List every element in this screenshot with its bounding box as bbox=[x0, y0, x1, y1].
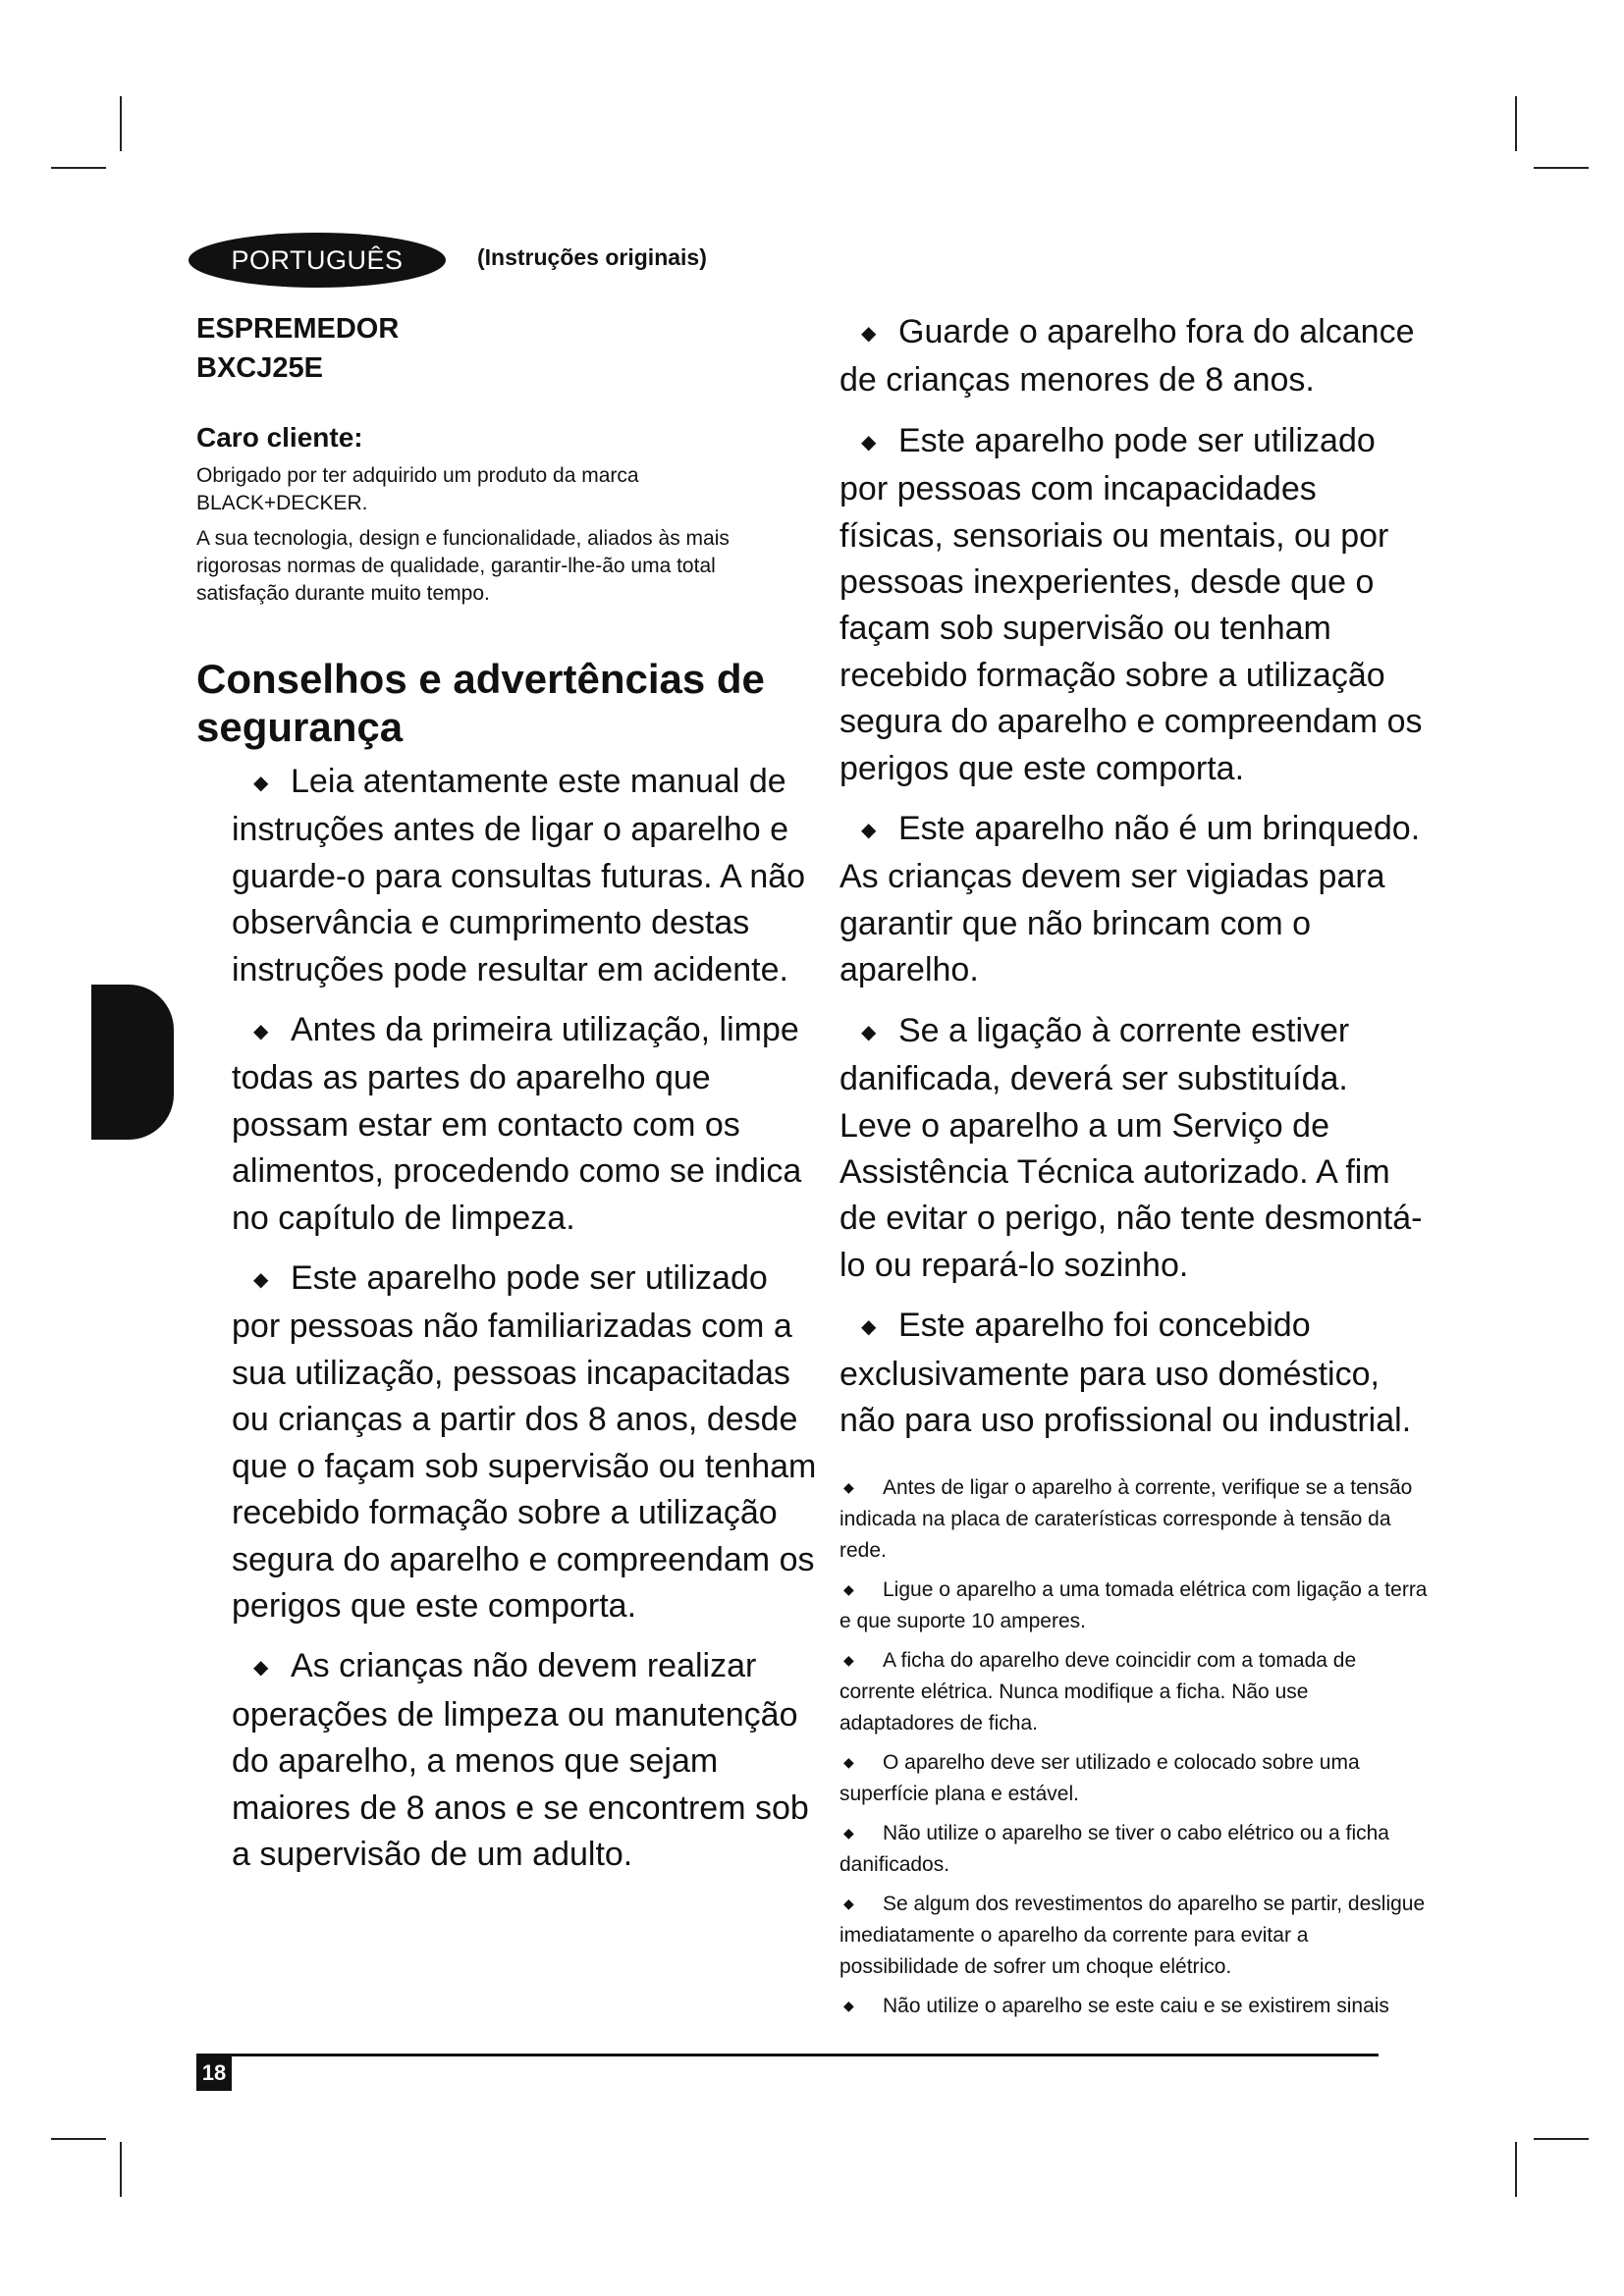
list-item-text: Ligue o aparelho a uma tomada elétrica com ligação a terra e que suporte 10 amperes. bbox=[839, 1578, 1428, 1633]
list-item bbox=[232, 1007, 825, 1242]
bullet-icon: ◆ bbox=[861, 1316, 877, 1339]
bullet-icon: ◆ bbox=[843, 1998, 854, 2014]
crop-mark bbox=[1515, 2142, 1517, 2197]
safety-list-small bbox=[839, 1471, 1429, 2022]
list-item-text: Este aparelho não é um brinquedo. As crianças devem ser vigiadas para garantir que não brincam com o aparelho. bbox=[839, 810, 1421, 989]
crop-mark bbox=[1515, 96, 1517, 151]
list-item-text: Se algum dos revestimentos do aparelho se partir, desligue imediatamente o aparelho da corrente para evitar a possibilidade de sofrer um choque elétrico. bbox=[839, 1893, 1426, 1979]
original-instructions-note: (Instruções originais) bbox=[477, 244, 707, 270]
list-item bbox=[839, 1471, 1429, 1567]
list-item bbox=[839, 1817, 1429, 1881]
footer-rule bbox=[196, 2054, 1379, 2056]
list-item bbox=[839, 1746, 1429, 1810]
list-item bbox=[839, 418, 1429, 792]
bullet-icon: ◆ bbox=[843, 1479, 854, 1496]
product-name: ESPREMEDOR bbox=[196, 313, 400, 345]
crop-mark bbox=[1534, 2138, 1589, 2140]
bullet-icon: ◆ bbox=[843, 1652, 854, 1669]
list-item-text: Se a ligação à corrente estiver danificada, deverá ser substituída. Leve o aparelho a um Serviço de Assistência Técnica autorizado. A fim de evitar o perigo, não tente desmontá-lo ou repará-lo sozinho. bbox=[839, 1011, 1423, 1284]
bullet-icon: ◆ bbox=[861, 323, 877, 345]
list-item-text: Não utilize o aparelho se este caiu e se existirem sinais bbox=[883, 1995, 1389, 2018]
greeting: Caro cliente: bbox=[196, 422, 363, 453]
crop-mark bbox=[1534, 167, 1589, 169]
list-item-text: Este aparelho pode ser utilizado por pessoas com incapacidades físicas, sensoriais ou mentais, ou por pessoas inexperientes, desde que o façam sob supervisão ou tenham recebido formação sobre a utilização segura do aparelho e compreendam os perigos que este comporta. bbox=[839, 421, 1423, 787]
list-item bbox=[232, 1643, 825, 1878]
bullet-icon: ◆ bbox=[253, 1021, 269, 1043]
list-item-text: Este aparelho pode ser utilizado por pessoas não familiarizadas com a sua utilização, pessoas incapacitadas ou crianças a partir dos 8 anos, desde que o façam sob supervisão ou tenham recebido formação sobre a utilização segura do aparelho e compreendam os perigos que este comporta. bbox=[232, 1259, 817, 1625]
list-item-text: Guarde o aparelho fora do alcance de crianças menores de 8 anos. bbox=[839, 313, 1415, 400]
left-column bbox=[196, 309, 825, 1892]
bullet-icon: ◆ bbox=[861, 1021, 877, 1043]
list-item-text: As crianças não devem realizar operações de limpeza ou manutenção do aparelho, a menos que sejam maiores de 8 anos e se encontrem sob a supervisão de um adulto. bbox=[232, 1647, 809, 1873]
intro-paragraph: Obrigado por ter adquirido um produto da marca BLACK+DECKER. bbox=[196, 464, 639, 514]
intro-text bbox=[196, 462, 825, 608]
right-column bbox=[839, 309, 1429, 2029]
bullet-icon: ◆ bbox=[843, 1825, 854, 1842]
bullet-icon: ◆ bbox=[843, 1581, 854, 1598]
list-item-text: O aparelho deve ser utilizado e colocado sobre uma superfície plana e estável. bbox=[839, 1751, 1360, 1806]
bullet-icon: ◆ bbox=[861, 820, 877, 842]
list-item bbox=[839, 1303, 1429, 1444]
list-item-text: Antes da primeira utilização, limpe todas as partes do aparelho que possam estar em contacto com os alimentos, procedendo como se indica no capítulo de limpeza. bbox=[232, 1011, 802, 1237]
list-item bbox=[839, 1990, 1429, 2022]
list-item bbox=[232, 1255, 825, 1629]
intro-paragraph: A sua tecnologia, design e funcionalidade, aliados às mais rigorosas normas de qualidade, garantir-lhe-ão uma total satisfação durante muito tempo. bbox=[196, 527, 730, 605]
list-item bbox=[839, 1008, 1429, 1289]
bullet-icon: ◆ bbox=[253, 773, 269, 794]
list-item bbox=[839, 1574, 1429, 1637]
bullet-icon: ◆ bbox=[861, 431, 877, 454]
list-item-text: Este aparelho foi concebido exclusivamente para uso doméstico, não para uso profissional ou industrial. bbox=[839, 1307, 1412, 1439]
list-item bbox=[839, 1644, 1429, 1739]
safety-list-left bbox=[232, 759, 825, 1878]
product-model: BXCJ25E bbox=[196, 352, 323, 384]
crop-mark bbox=[120, 2142, 122, 2197]
list-item-text: Leia atentamente este manual de instruções antes de ligar o aparelho e guarde-o para consultas futuras. A não observância e cumprimento destas instruções pode resultar em acidente. bbox=[232, 763, 806, 988]
list-item bbox=[839, 806, 1429, 994]
bullet-icon: ◆ bbox=[843, 1754, 854, 1771]
list-item-text: Não utilize o aparelho se tiver o cabo elétrico ou a ficha danificados. bbox=[839, 1822, 1389, 1877]
bullet-icon: ◆ bbox=[253, 1269, 269, 1292]
list-item bbox=[839, 1888, 1429, 1983]
bullet-icon: ◆ bbox=[843, 1896, 854, 1912]
section-title: Conselhos e advertências de segurança bbox=[196, 656, 765, 750]
safety-list-right bbox=[839, 309, 1429, 1444]
list-item bbox=[839, 309, 1429, 404]
page-number: 18 bbox=[196, 2056, 232, 2091]
language-badge: PORTUGUÊS bbox=[189, 233, 446, 288]
list-item bbox=[232, 759, 825, 993]
crop-mark bbox=[51, 167, 106, 169]
bullet-icon: ◆ bbox=[253, 1657, 269, 1680]
crop-mark bbox=[51, 2138, 106, 2140]
list-item-text: Antes de ligar o aparelho à corrente, verifique se a tensão indicada na placa de caraterísticas corresponde à tensão da rede. bbox=[839, 1476, 1413, 1563]
crop-mark bbox=[120, 96, 122, 151]
section-tab-marker bbox=[91, 985, 174, 1140]
list-item-text: A ficha do aparelho deve coincidir com a tomada de corrente elétrica. Nunca modifique a ficha. Não use adaptadores de ficha. bbox=[839, 1649, 1357, 1735]
